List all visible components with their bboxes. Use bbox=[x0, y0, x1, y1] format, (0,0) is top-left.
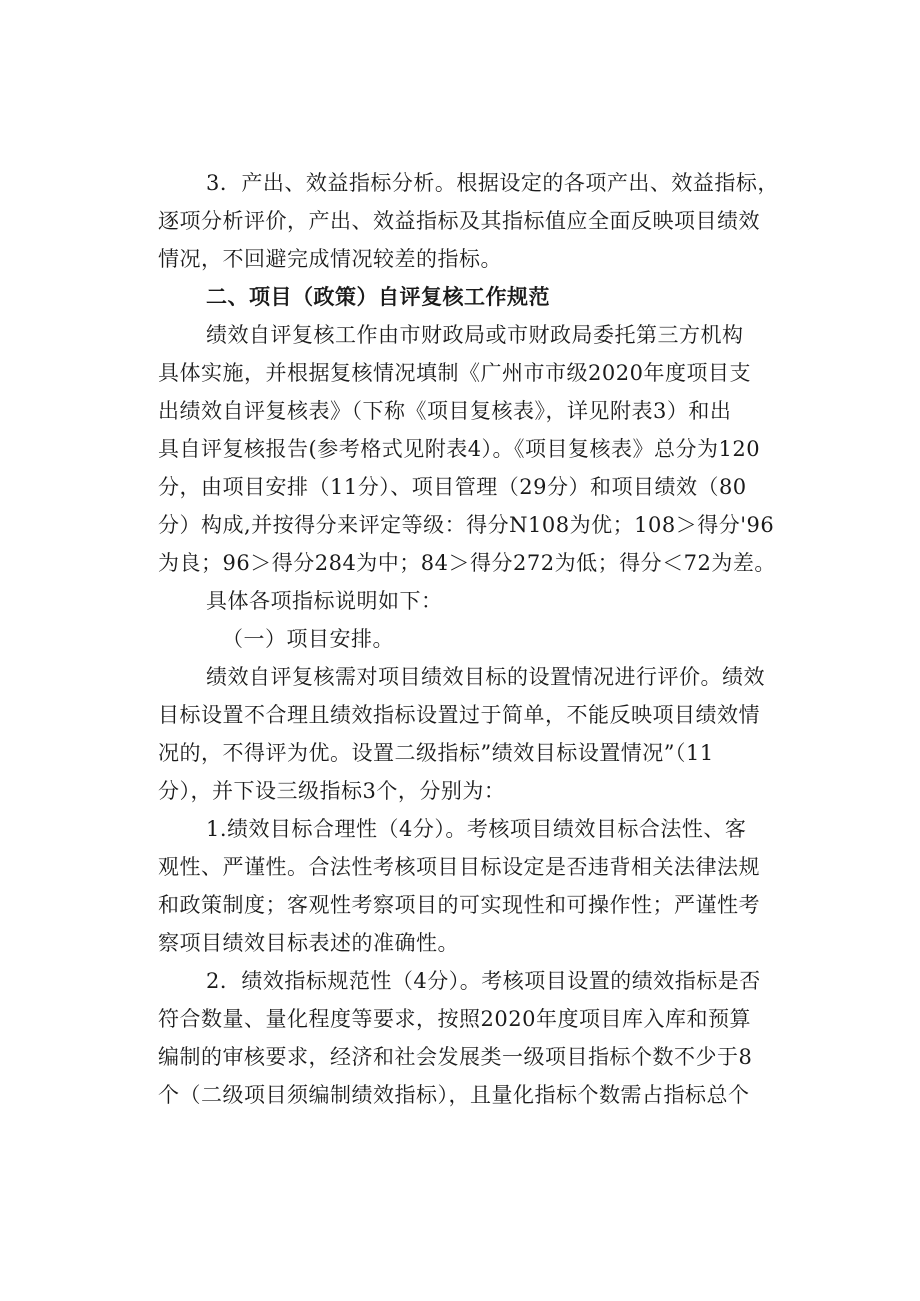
paragraph-line: 具体实施，并根据复核情况填制《广州市市级2020年度项目支 bbox=[158, 361, 751, 385]
paragraph-line: 情况，不回避完成情况较差的指标。 bbox=[158, 247, 502, 271]
paragraph-line: 和政策制度；客观性考察项目的可实现性和可操作性；严谨性考 bbox=[158, 893, 760, 917]
paragraph-line: 分），并下设三级指标3个，分别为： bbox=[158, 779, 506, 803]
paragraph-line: 2．绩效指标规范性（4分）。考核项目设置的绩效指标是否 bbox=[206, 969, 761, 993]
paragraph-line: 观性、严谨性。合法性考核项目目标设定是否违背相关法律法规 bbox=[158, 855, 760, 879]
subsection-heading: （一）项目安排。 bbox=[222, 627, 394, 651]
paragraph-line: 绩效自评复核工作由市财政局或市财政局委托第三方机构 bbox=[206, 323, 744, 347]
paragraph-line: 编制的审核要求，经济和社会发展类一级项目指标个数不少于8 bbox=[158, 1045, 753, 1069]
paragraph-line: 目标设置不合理且绩效指标设置过于简单，不能反映项目绩效情 bbox=[158, 703, 760, 727]
paragraph-line: 个（二级项目须编制绩效指标），且量化指标个数需占指标总个 bbox=[158, 1083, 750, 1107]
paragraph-line: 况的，不得评为优。设置二级指标”绩效目标设置情况”（11 bbox=[158, 741, 714, 765]
paragraph-line: 出绩效自评复核表》（下称《项目复核表》，详见附表3）和出 bbox=[158, 399, 732, 423]
paragraph-line: 察项目绩效目标表述的准确性。 bbox=[158, 931, 459, 955]
paragraph-line: 具自评复核报告(参考格式见附表4）。《项目复核表》总分为120 bbox=[158, 437, 761, 461]
paragraph-line: 符合数量、量化程度等要求，按照2020年度项目库入库和预算 bbox=[158, 1007, 751, 1031]
paragraph-line: 3．产出、效益指标分析。根据设定的各项产出、效益指标， bbox=[206, 171, 779, 195]
paragraph-line: 1.绩效目标合理性（4分）。考核项目绩效目标合法性、客 bbox=[206, 817, 747, 841]
paragraph-line: 分）构成,并按得分来评定等级：得分N108为优；108＞得分'96 bbox=[158, 513, 775, 537]
paragraph-line: 绩效自评复核需对项目绩效目标的设置情况进行评价。绩效 bbox=[206, 665, 765, 689]
section-heading: 二、项目（政策）自评复核工作规范 bbox=[206, 284, 550, 309]
paragraph-line: 为良；96＞得分284为中；84＞得分272为低；得分＜72为差。 bbox=[158, 551, 776, 575]
paragraph-line: 逐项分析评价，产出、效益指标及其指标值应全面反映项目绩效 bbox=[158, 209, 760, 233]
paragraph-line: 具体各项指标说明如下： bbox=[206, 589, 443, 613]
paragraph-line: 分，由项目安排（11分）、项目管理（29分）和项目绩效（80 bbox=[158, 475, 747, 499]
